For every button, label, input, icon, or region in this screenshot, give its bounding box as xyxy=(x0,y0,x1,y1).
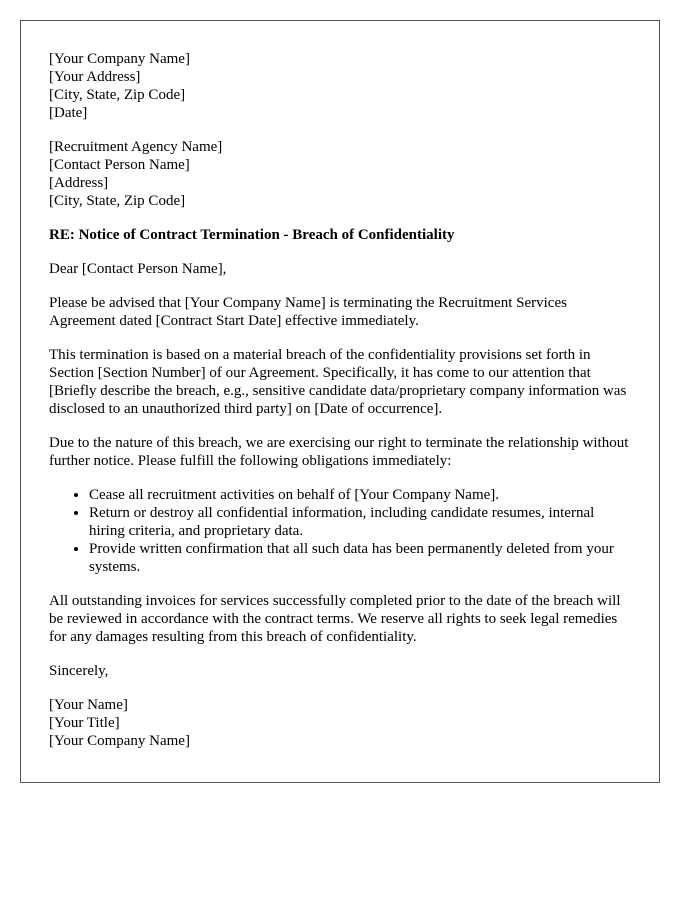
letter xyxy=(20,20,660,783)
salutation: Dear [Contact Person Name], xyxy=(49,261,227,277)
list-item: • Cease all recruitment activities on behalf of [Your Company Name]. xyxy=(89,486,631,504)
recipient-contact: [Contact Person Name] xyxy=(49,157,190,173)
recipient-agency: [Recruitment Agency Name] xyxy=(49,139,223,155)
recipient-block xyxy=(49,138,631,210)
signature-title: [Your Title] xyxy=(49,715,120,731)
recipient-address: [Address] xyxy=(49,175,109,191)
sender-company: [Your Company Name] xyxy=(49,51,190,67)
list-item: • Return or destroy all confidential information, including candidate resumes, internal hiring criteria, and proprietary data. xyxy=(89,504,631,540)
signature-company: [Your Company Name] xyxy=(49,733,190,749)
recipient-city-state-zip: [City, State, Zip Code] xyxy=(49,193,186,209)
sender-address: [Your Address] xyxy=(49,69,141,85)
signature-block xyxy=(49,696,631,750)
body-paragraph: Due to the nature of this breach, we are exercising our right to terminate the relationship without further notice. Please fulfill the following obligations immediately: xyxy=(49,435,629,469)
sender-block xyxy=(49,50,631,122)
body-paragraph: Please be advised that [Your Company Name] is terminating the Recruitment Services Agreement dated [Contract Start Date] effective immediately. xyxy=(49,295,567,329)
subject-line: RE: Notice of Contract Termination - Breach of Confidentiality xyxy=(49,227,455,243)
obligations-list xyxy=(49,486,631,576)
body-paragraph: This termination is based on a material breach of the confidentiality provisions set forth in Section [Section Number] of our Agreement. Specifically, it has come to our attention that [Briefly describe the breach, e.g., sensitive candidate data/proprietary company information was disclosed to an unauthorized third party] on [Date of occurrence]. xyxy=(49,347,627,417)
list-item: • Provide written confirmation that all such data has been permanently deleted from your systems. xyxy=(89,540,631,576)
signature-name: [Your Name] xyxy=(49,697,128,713)
sender-city-state-zip: [City, State, Zip Code] xyxy=(49,87,186,103)
closing: Sincerely, xyxy=(49,663,109,679)
closing-paragraph: All outstanding invoices for services successfully completed prior to the date of the breach will be reviewed in accordance with the contract terms. We reserve all rights to seek legal remedies for any damages resulting from this breach of confidentiality. xyxy=(49,593,621,645)
letter-date: [Date] xyxy=(49,105,88,121)
